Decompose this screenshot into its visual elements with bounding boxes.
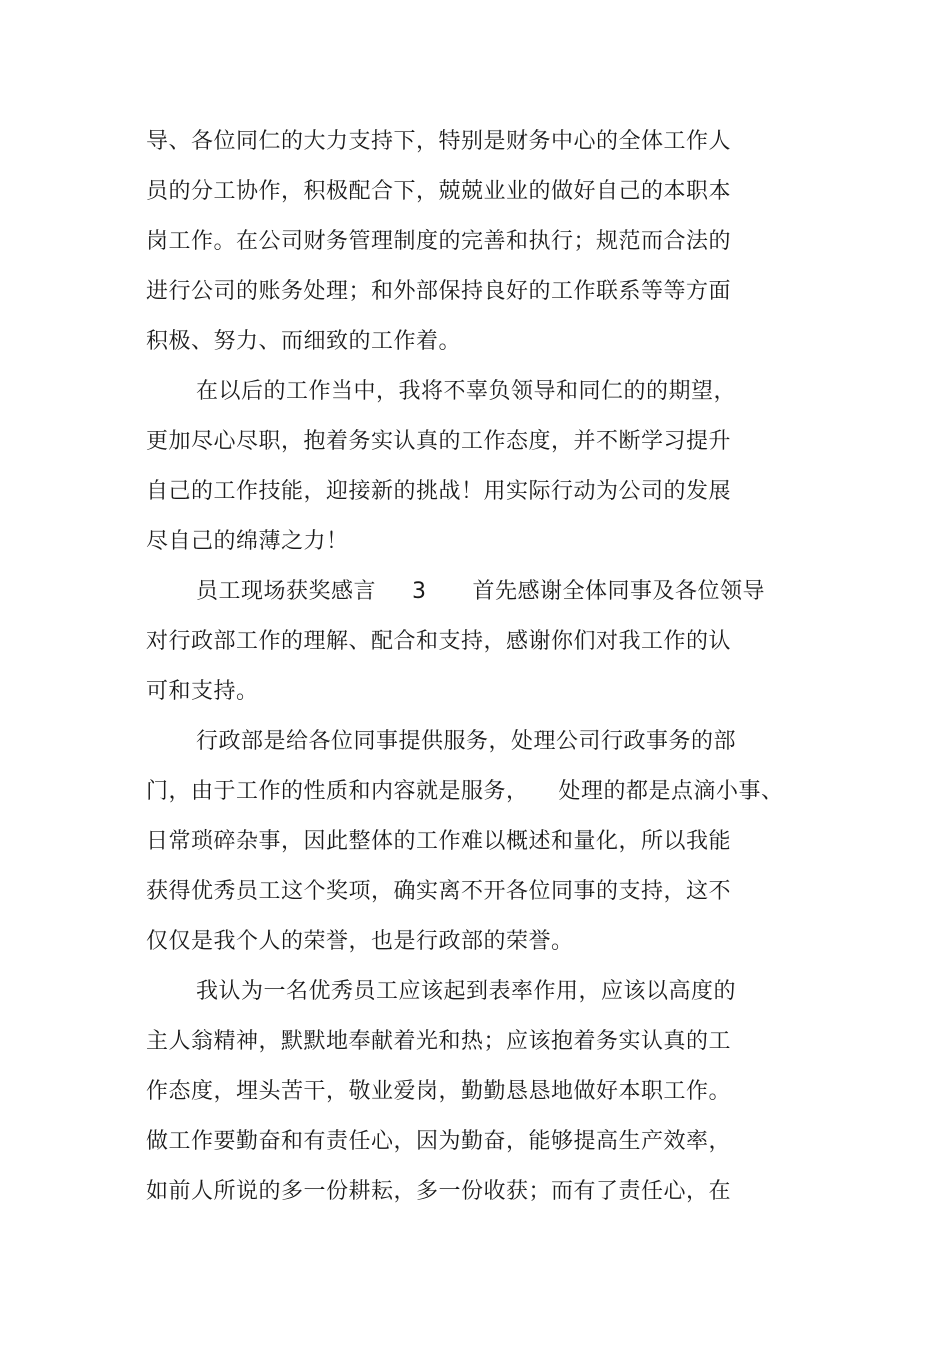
service-line-part2: 处理的都是点滴小事、 xyxy=(558,779,784,804)
text-line-12: 可和支持。 xyxy=(146,679,259,704)
text-line-16: 获得优秀员工这个奖项，确实离不开各位同事的支持，这不 xyxy=(146,879,732,904)
text-line-15: 日常琐碎杂事，因此整体的工作难以概述和量化，所以我能 xyxy=(146,829,732,854)
text-line-11: 对行政部工作的理解、配合和支持，感谢你们对我工作的认 xyxy=(146,629,732,654)
text-line-5: 积极、努力、而细致的工作着。 xyxy=(146,329,462,354)
text-line-8: 自己的工作技能，迎接新的挑战！用实际行动为公司的发展 xyxy=(146,479,732,504)
service-line xyxy=(146,779,784,805)
text-line-3: 岗工作。在公司财务管理制度的完善和执行；规范而合法的 xyxy=(146,229,732,254)
text-line-1: 导、各位同仁的大力支持下，特别是财务中心的全体工作人 xyxy=(146,129,732,154)
service-line-part1: 门，由于工作的性质和内容就是服务， xyxy=(146,779,529,804)
text-line-4: 进行公司的账务处理；和外部保持良好的工作联系等等方面 xyxy=(146,279,732,304)
text-line-22: 如前人所说的多一份耕耘，多一份收获；而有了责任心，在 xyxy=(146,1179,732,1204)
text-line-2: 员的分工协作，积极配合下，兢兢业业的做好自己的本职本 xyxy=(146,179,732,204)
text-line-9: 尽自己的绵薄之力！ xyxy=(146,529,349,554)
paragraph-start-line: 在以后的工作当中，我将不辜负领导和同仁的的期望， xyxy=(196,379,737,404)
paragraph-start-line: 行政部是给各位同事提供服务，处理公司行政事务的部 xyxy=(196,729,737,754)
award-intro: 首先感谢全体同事及各位领导 xyxy=(472,579,766,604)
award-title: 员工现场获奖感言 xyxy=(196,579,377,604)
text-line-7: 更加尽心尽职，抱着务实认真的工作态度，并不断学习提升 xyxy=(146,429,732,454)
text-line-20: 作态度，埋头苦干，敬业爱岗，勤勤恳恳地做好本职工作。 xyxy=(146,1079,732,1104)
award-heading-line xyxy=(196,579,765,605)
award-number: 3 xyxy=(412,579,427,604)
text-line-19: 主人翁精神，默默地奉献着光和热；应该抱着务实认真的工 xyxy=(146,1029,732,1054)
text-line-21: 做工作要勤奋和有责任心，因为勤奋，能够提高生产效率， xyxy=(146,1129,732,1154)
paragraph-start-line: 我认为一名优秀员工应该起到表率作用，应该以高度的 xyxy=(196,979,737,1004)
text-line-17: 仅仅是我个人的荣誉，也是行政部的荣誉。 xyxy=(146,929,574,954)
